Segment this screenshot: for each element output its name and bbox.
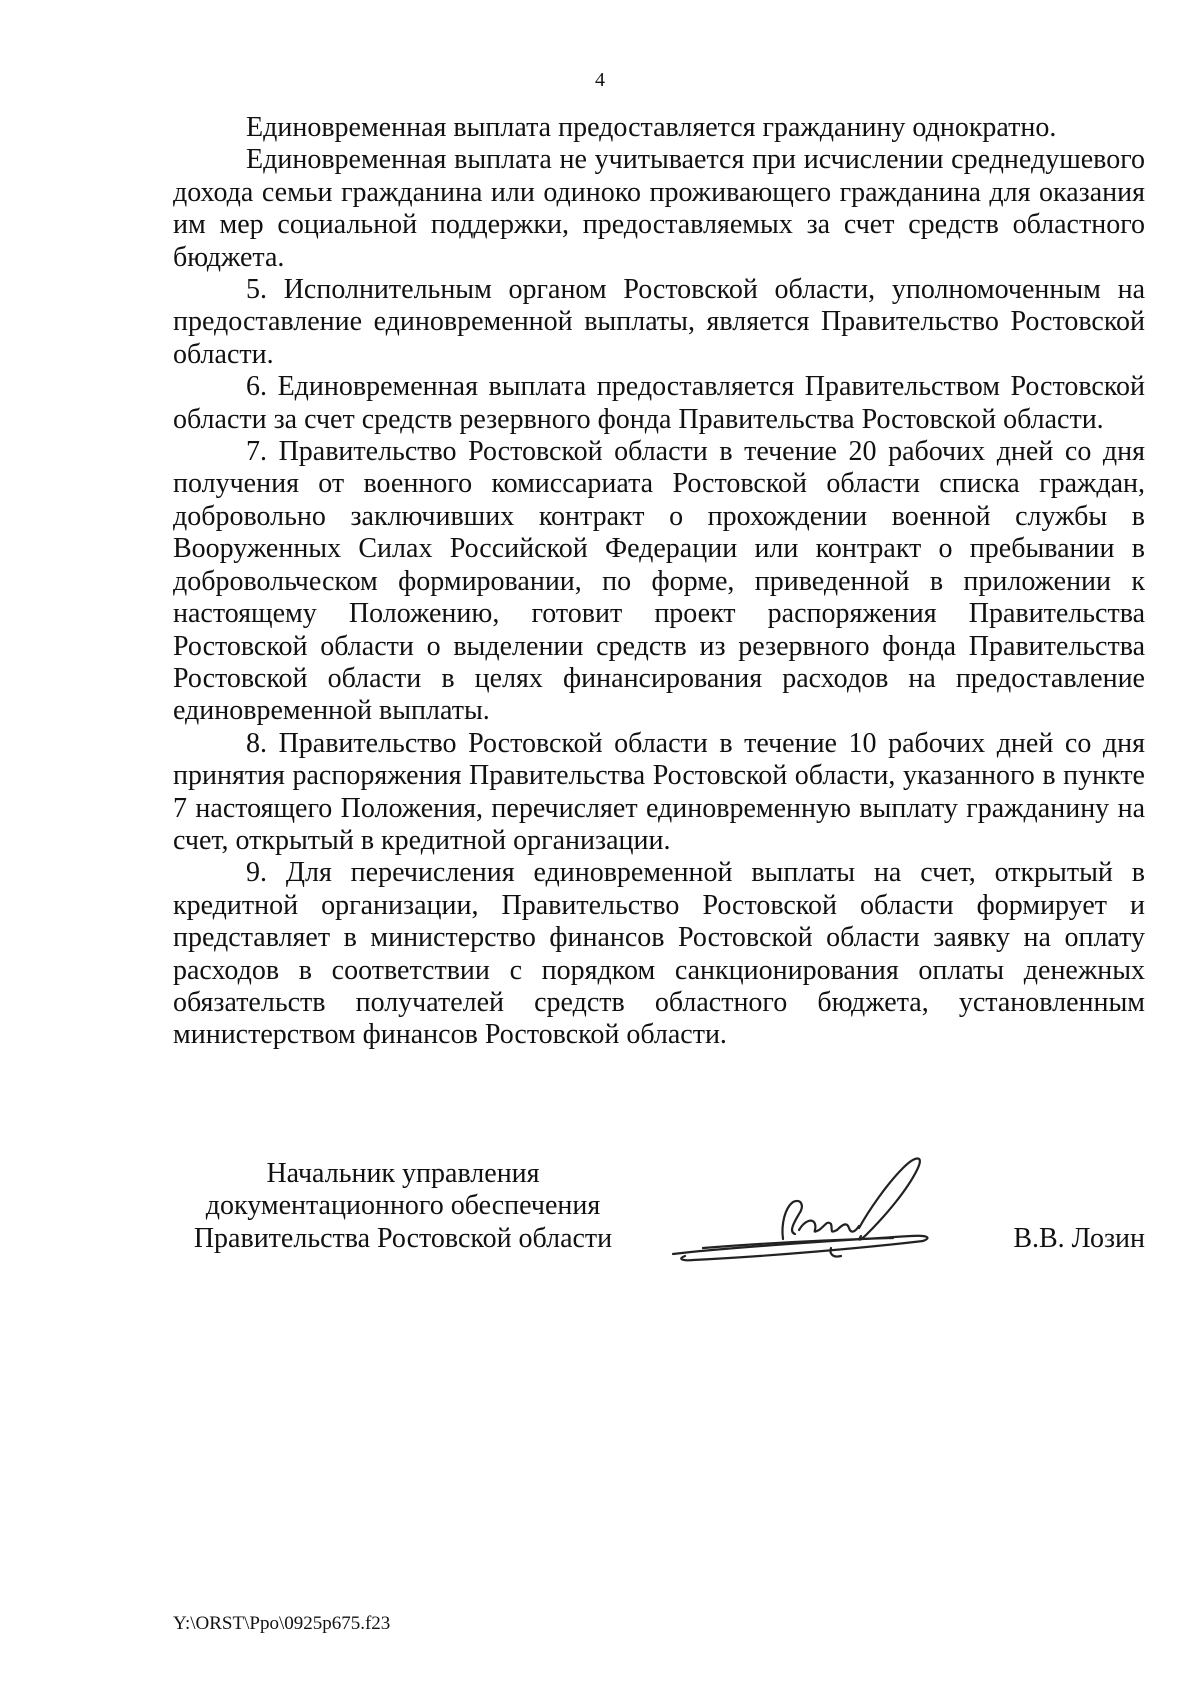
paragraph-clause-5: 5. Исполнительным органом Ростовской области, уполномоченным на предоставление единовременной выплаты, является Правительство Ростовской области. xyxy=(173,274,1145,370)
paragraph-clause-9: 9. Для перечисления единовременной выплаты на счет, открытый в кредитной организации, Правительство Ростовской области формирует и представляет в министерство финансов Ростовской области заявку на оплату расходов в соответствии с порядком санкционирования оплаты денежных обязательств получателей средств областного бюджета, установленным министерством финансов Ростовской области. xyxy=(173,857,1145,1051)
paragraph-clause-8: 8. Правительство Ростовской области в течение 10 рабочих дней со дня принятия распоряжения Правительства Ростовской области, указанного в пункте 7 настоящего Положения, перечисляет единовременную выплату гражданину на счет, открытый в кредитной организации. xyxy=(173,727,1145,856)
paragraph-clause-6: 6. Единовременная выплата предоставляется Правительством Ростовской области за счет средств резервного фонда Правительства Ростовской области. xyxy=(173,371,1145,435)
signer-name: В.В. Лозин xyxy=(1013,1222,1145,1254)
signer-title-line-3: Правительства Ростовской области xyxy=(193,1222,613,1254)
signer-title xyxy=(173,1158,633,1255)
page-number: 4 xyxy=(595,69,605,91)
file-path: Y:\ORST\Ppo\0925p675.f23 xyxy=(173,1613,391,1634)
signature-block xyxy=(173,1158,1145,1298)
paragraph-income-exclusion: Единовременная выплата не учитывается при исчислении среднедушевого дохода семьи гражданина или одиноко проживающего гражданина для оказания им мер социальной поддержки, предоставляемых за счет средств областного бюджета. xyxy=(173,144,1145,273)
document-body xyxy=(173,112,1145,1052)
paragraph-clause-7: 7. Правительство Ростовской области в течение 20 рабочих дней со дня получения от военного комиссариата Ростовской области списка граждан, добровольно заключивших контракт о прохождении военной службы в Вооруженных Силах Российской Федерации или контракт о пребывании в добровольческом формировании, по форме, приведенной в приложении к настоящему Положению, готовит проект распоряжения Правительства Ростовской области о выделении средств из резервного фонда Правительства Ростовской области в целях финансирования расходов на предоставление единовременной выплаты. xyxy=(173,436,1145,727)
signer-title-line-1: Начальник управления xyxy=(266,1158,540,1189)
signer-title-line-2: документационного обеспечения xyxy=(205,1190,601,1222)
handwritten-signature xyxy=(663,1144,963,1284)
paragraph-one-time-payment: Единовременная выплата предоставляется гражданину однократно. xyxy=(246,112,1057,143)
